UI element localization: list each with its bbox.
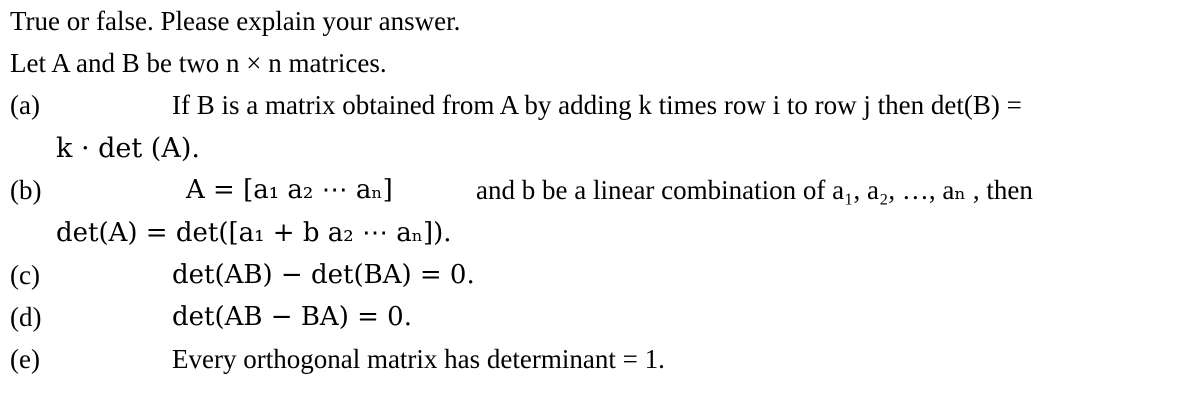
setup-text: Let A and B be two n × n matrices.: [10, 48, 387, 78]
item-a-label: (a): [10, 90, 40, 120]
item-d-statement: det(AB − BA) = 0.: [172, 302, 412, 332]
item-b-label: (b): [10, 175, 42, 205]
item-b-statement: and b be a linear combination of a₁, a₂, …, aₙ , then: [476, 175, 1033, 205]
item-a-statement: If B is a matrix obtained from A by adding k times row i to row j then det(B) =: [172, 90, 1022, 120]
item-a-continuation: k · det (A).: [56, 133, 200, 164]
item-e-statement: Every orthogonal matrix has determinant = 1.: [172, 344, 665, 374]
item-d-label: (d): [10, 302, 42, 332]
item-c-label: (c): [10, 260, 40, 290]
item-e-label: (e): [10, 344, 40, 374]
instruction-text: True or false. Please explain your answer.: [10, 6, 461, 36]
item-c-statement: det(AB) − det(BA) = 0.: [172, 260, 475, 290]
item-b-matrix: A = [a₁ a₂ ⋯ aₙ]: [186, 175, 393, 205]
item-b-continuation: det(A) = det([a₁ + b a₂ ⋯ aₙ]).: [56, 218, 452, 248]
